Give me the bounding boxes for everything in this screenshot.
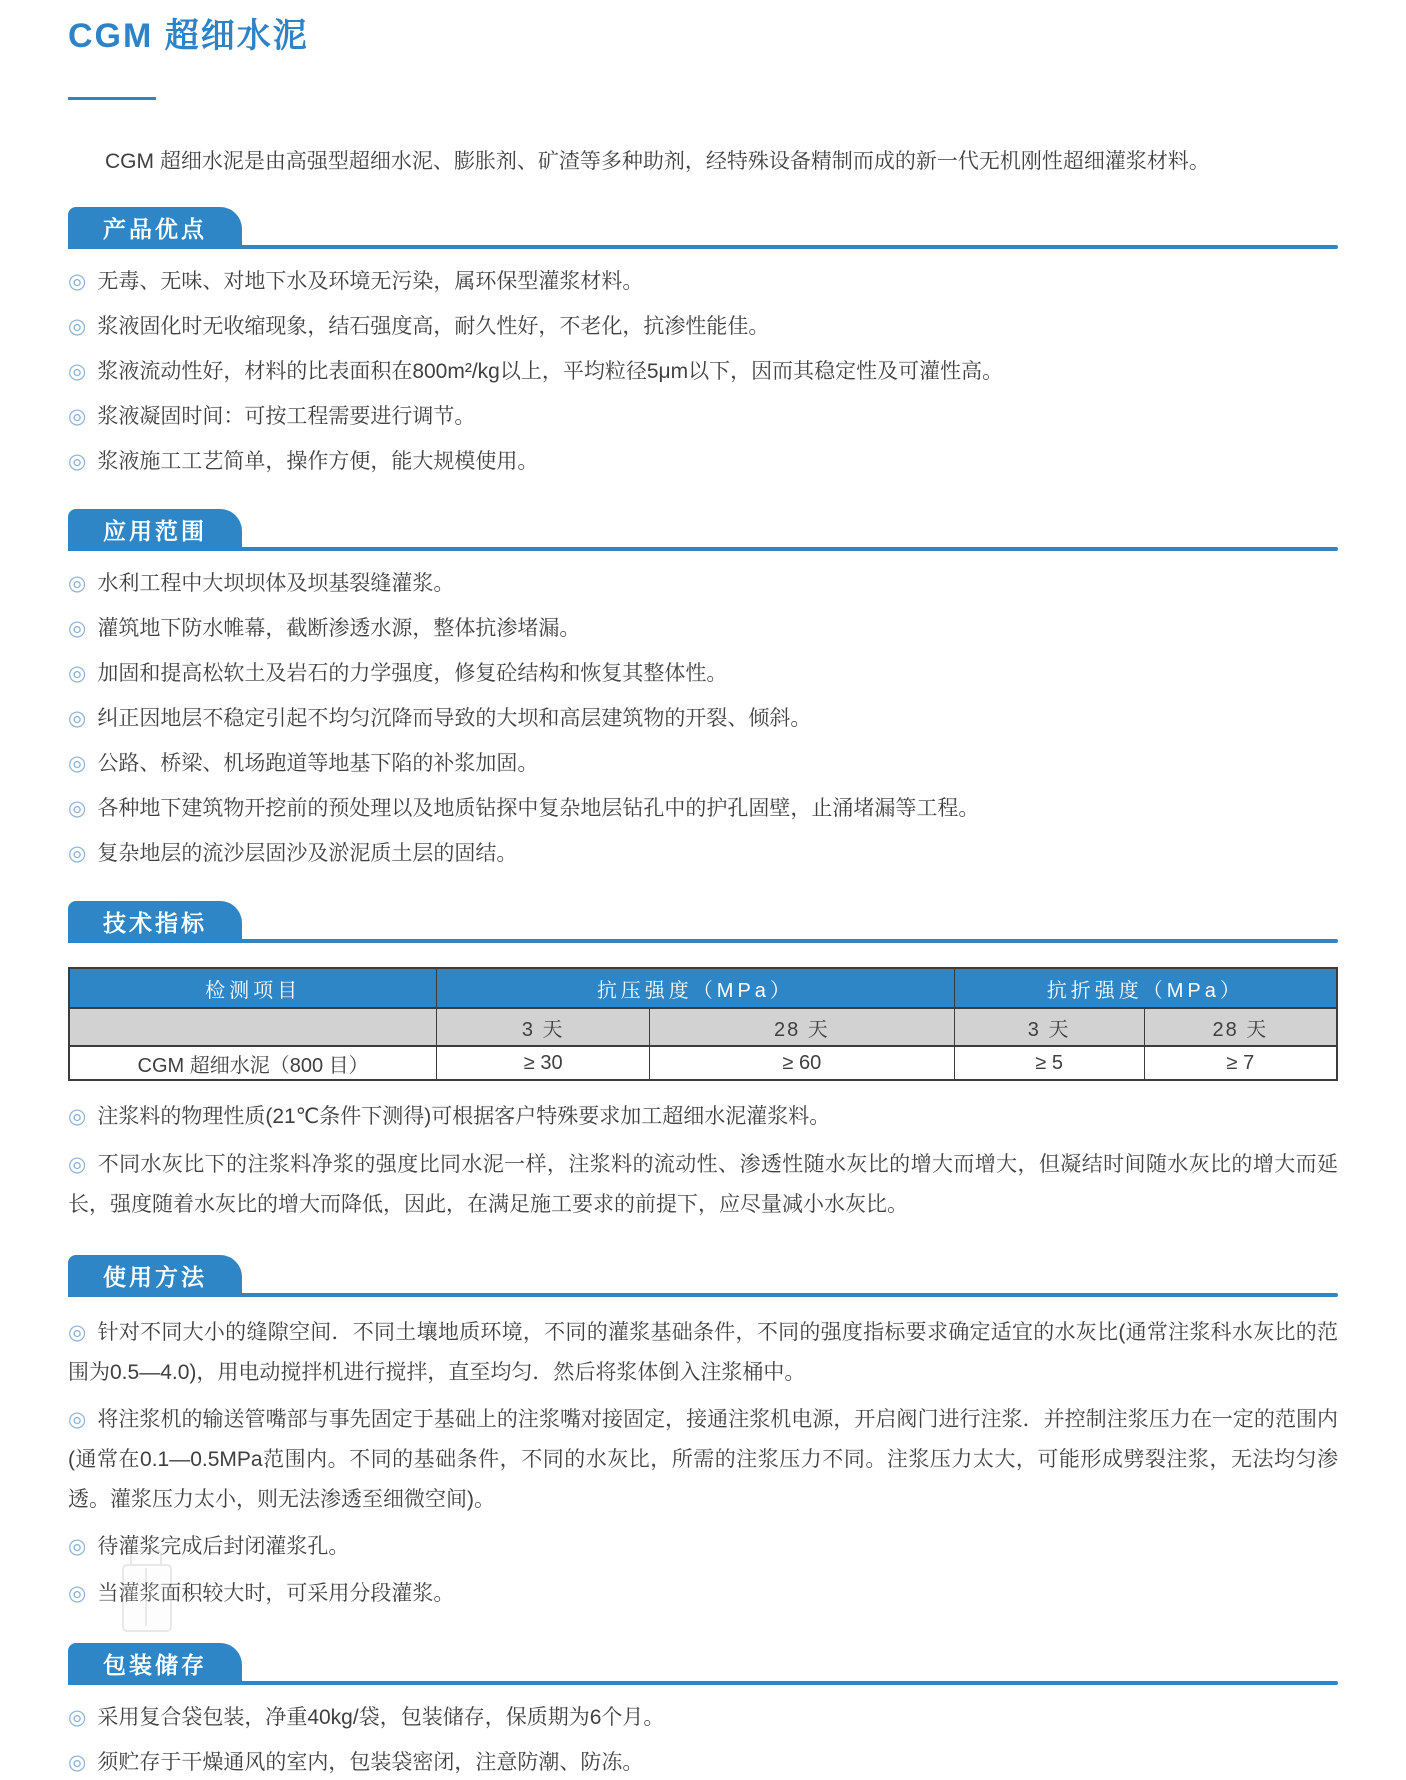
table-cell-value: ≥ 7: [1144, 1046, 1337, 1080]
intro-paragraph: CGM 超细水泥是由高强型超细水泥、膨胀剂、矿渣等多种助剂，经特殊设备精制而成的新一代无机刚性超细灌浆材料。: [105, 149, 1210, 173]
double-circle-bullet-icon: ◎: [68, 617, 87, 641]
double-circle-bullet-icon: ◎: [68, 797, 87, 821]
double-circle-bullet-icon: ◎: [68, 315, 87, 339]
double-circle-bullet-icon: ◎: [68, 1153, 87, 1177]
double-circle-bullet-icon: ◎: [68, 360, 87, 384]
table-cell-value: ≥ 30: [437, 1046, 650, 1080]
double-circle-bullet-icon: ◎: [68, 1581, 87, 1605]
list-item: [68, 1746, 1338, 1780]
list-item: [68, 747, 1338, 781]
section-badge: [68, 1255, 242, 1297]
product-advantages-list: [68, 265, 1338, 479]
technical-specs-table: [68, 967, 1338, 1081]
usage-method-list: [68, 1313, 1338, 1613]
list-item-text: 各种地下建筑物开挖前的预处理以及地质钻探中复杂地层钻孔中的护孔固壁，止涌堵漏等工程。: [97, 797, 980, 821]
faint-package-watermark-image: [118, 1548, 176, 1628]
table-header-cell: 抗压强度（MPa）: [437, 968, 954, 1008]
section-underline: [68, 1681, 1338, 1685]
double-circle-bullet-icon: ◎: [68, 1751, 87, 1775]
table-cell-value: ≥ 5: [954, 1046, 1144, 1080]
double-circle-bullet-icon: ◎: [68, 572, 87, 596]
section-header-technical-specs: [68, 901, 1338, 943]
list-item-text: 待灌浆完成后封闭灌浆孔。: [97, 1534, 350, 1558]
packaging-storage-list: [68, 1701, 1338, 1780]
list-item: [68, 1097, 1338, 1137]
list-item-text: 注浆料的物理性质(21℃条件下测得)可根据客户特殊要求加工超细水泥灌浆料。: [97, 1105, 831, 1129]
section-header-application-scope: [68, 509, 1338, 551]
section-badge-label: 应用范围: [103, 517, 207, 544]
list-item: [68, 1145, 1338, 1225]
list-item-text: 采用复合袋包装，净重40kg/袋，包装储存，保质期为6个月。: [97, 1706, 665, 1730]
list-item: [68, 1313, 1338, 1393]
table-subheader-cell-empty: [69, 1008, 437, 1046]
list-item: [68, 445, 1338, 479]
list-item-text: 浆液流动性好，材料的比表面积在800m²/kg以上，平均粒径5μm以下，因而其稳定性及可灌性高。: [97, 360, 1004, 384]
list-item-text: 复杂地层的流沙层固沙及淤泥质土层的固结。: [97, 842, 518, 866]
double-circle-bullet-icon: ◎: [68, 662, 87, 686]
list-item-text: 针对不同大小的缝隙空间．不同土壤地质环境，不同的灌浆基础条件，不同的强度指标要求确定适宜的水灰比(通常注浆科水灰比的范围为0.5—4.0)，用电动搅拌机进行搅拌，直至均匀．然后将浆体倒入注浆桶中。: [68, 1321, 1338, 1385]
double-circle-bullet-icon: ◎: [68, 405, 87, 429]
list-item: [68, 702, 1338, 736]
section-header-product-advantages: [68, 207, 1338, 249]
table-header-cell: 检测项目: [69, 968, 437, 1008]
list-item: [68, 792, 1338, 826]
list-item-text: 灌筑地下防水帷幕，截断渗透水源，整体抗渗堵漏。: [97, 617, 581, 641]
list-item: [68, 657, 1338, 691]
page-title: CGM 超细水泥: [68, 17, 309, 55]
list-item: [68, 1400, 1338, 1520]
application-scope-list: [68, 567, 1338, 871]
double-circle-bullet-icon: ◎: [68, 450, 87, 474]
technical-specs-notes: [68, 1097, 1338, 1225]
section-badge-label: 技术指标: [103, 909, 207, 936]
list-item: [68, 310, 1338, 344]
section-badge-label: 使用方法: [103, 1263, 207, 1290]
section-header-packaging-storage: [68, 1643, 1338, 1685]
list-item-text: 浆液固化时无收缩现象，结石强度高，耐久性好，不老化，抗渗性能佳。: [97, 315, 770, 339]
table-row: [69, 1046, 1337, 1080]
list-item-text: 当灌浆面积较大时，可采用分段灌浆。: [97, 1581, 455, 1605]
list-item: [68, 612, 1338, 646]
list-item: [68, 1701, 1338, 1735]
table-subheader-row: [69, 1008, 1337, 1046]
title-underline: [68, 97, 156, 100]
list-item: [68, 1527, 1338, 1567]
table-subheader-cell: 28 天: [650, 1008, 954, 1046]
section-badge: [68, 509, 242, 551]
double-circle-bullet-icon: ◎: [68, 707, 87, 731]
double-circle-bullet-icon: ◎: [68, 1407, 87, 1431]
section-badge: [68, 1643, 242, 1685]
list-item-text: 公路、桥梁、机场跑道等地基下陷的补浆加固。: [97, 752, 539, 776]
list-item-text: 无毒、无味、对地下水及环境无污染，属环保型灌浆材料。: [97, 270, 644, 294]
double-circle-bullet-icon: ◎: [68, 842, 87, 866]
double-circle-bullet-icon: ◎: [68, 270, 87, 294]
section-underline: [68, 245, 1338, 249]
table-cell-value: ≥ 60: [650, 1046, 954, 1080]
list-item-text: 不同水灰比下的注浆料净浆的强度比同水泥一样，注浆料的流动性、渗透性随水灰比的增大而增大，但凝结时间随水灰比的增大而延长，强度随着水灰比的增大而降低，因此，在满足施工要求的前提下，应尽量减小水灰比。: [68, 1153, 1338, 1217]
double-circle-bullet-icon: ◎: [68, 1706, 87, 1730]
table-subheader-cell: 3 天: [954, 1008, 1144, 1046]
section-underline: [68, 1293, 1338, 1297]
double-circle-bullet-icon: ◎: [68, 752, 87, 776]
list-item-text: 浆液凝固时间：可按工程需要进行调节。: [97, 405, 476, 429]
table-subheader-cell: 3 天: [437, 1008, 650, 1046]
list-item-text: 加固和提高松软土及岩石的力学强度，修复砼结构和恢复其整体性。: [97, 662, 728, 686]
section-badge: [68, 207, 242, 249]
list-item: [68, 1574, 1338, 1614]
list-item: [68, 265, 1338, 299]
double-circle-bullet-icon: ◎: [68, 1105, 87, 1129]
table-header-row: [69, 968, 1337, 1008]
package-body-outline: [122, 1564, 172, 1632]
list-item: [68, 567, 1338, 601]
section-badge: [68, 901, 242, 943]
list-item-text: 将注浆机的输送管嘴部与事先固定于基础上的注浆嘴对接固定，接通注浆机电源，开启阀门进行注浆．并控制注浆压力在一定的范围内(通常在0.1—0.5MPa范围内。不同的基础条件，不同的水灰比，所需的注浆压力不同。注浆压力太大，可能形成劈裂注浆，无法均匀渗透。灌浆压力太小，则无法渗透至细微空间)。: [68, 1407, 1338, 1511]
section-underline: [68, 939, 1338, 943]
double-circle-bullet-icon: ◎: [68, 1534, 87, 1558]
table-cell-product-name: CGM 超细水泥（800 目）: [69, 1046, 437, 1080]
list-item-text: 水利工程中大坝坝体及坝基裂缝灌浆。: [97, 572, 455, 596]
section-header-usage-method: [68, 1255, 1338, 1297]
list-item: [68, 355, 1338, 389]
section-badge-label: 产品优点: [103, 215, 207, 242]
list-item-text: 须贮存于干燥通风的室内，包装袋密闭，注意防潮、防冻。: [97, 1751, 644, 1775]
table-subheader-cell: 28 天: [1144, 1008, 1337, 1046]
table-header-cell: 抗折强度（MPa）: [954, 968, 1337, 1008]
list-item: [68, 400, 1338, 434]
package-fold-line: [145, 1568, 147, 1626]
section-underline: [68, 547, 1338, 551]
section-badge-label: 包装储存: [103, 1651, 207, 1678]
double-circle-bullet-icon: ◎: [68, 1321, 87, 1345]
list-item: [68, 837, 1338, 871]
list-item-text: 浆液施工工艺简单，操作方便，能大规模使用。: [97, 450, 539, 474]
list-item-text: 纠正因地层不稳定引起不均匀沉降而导致的大坝和高层建筑物的开裂、倾斜。: [97, 707, 812, 731]
